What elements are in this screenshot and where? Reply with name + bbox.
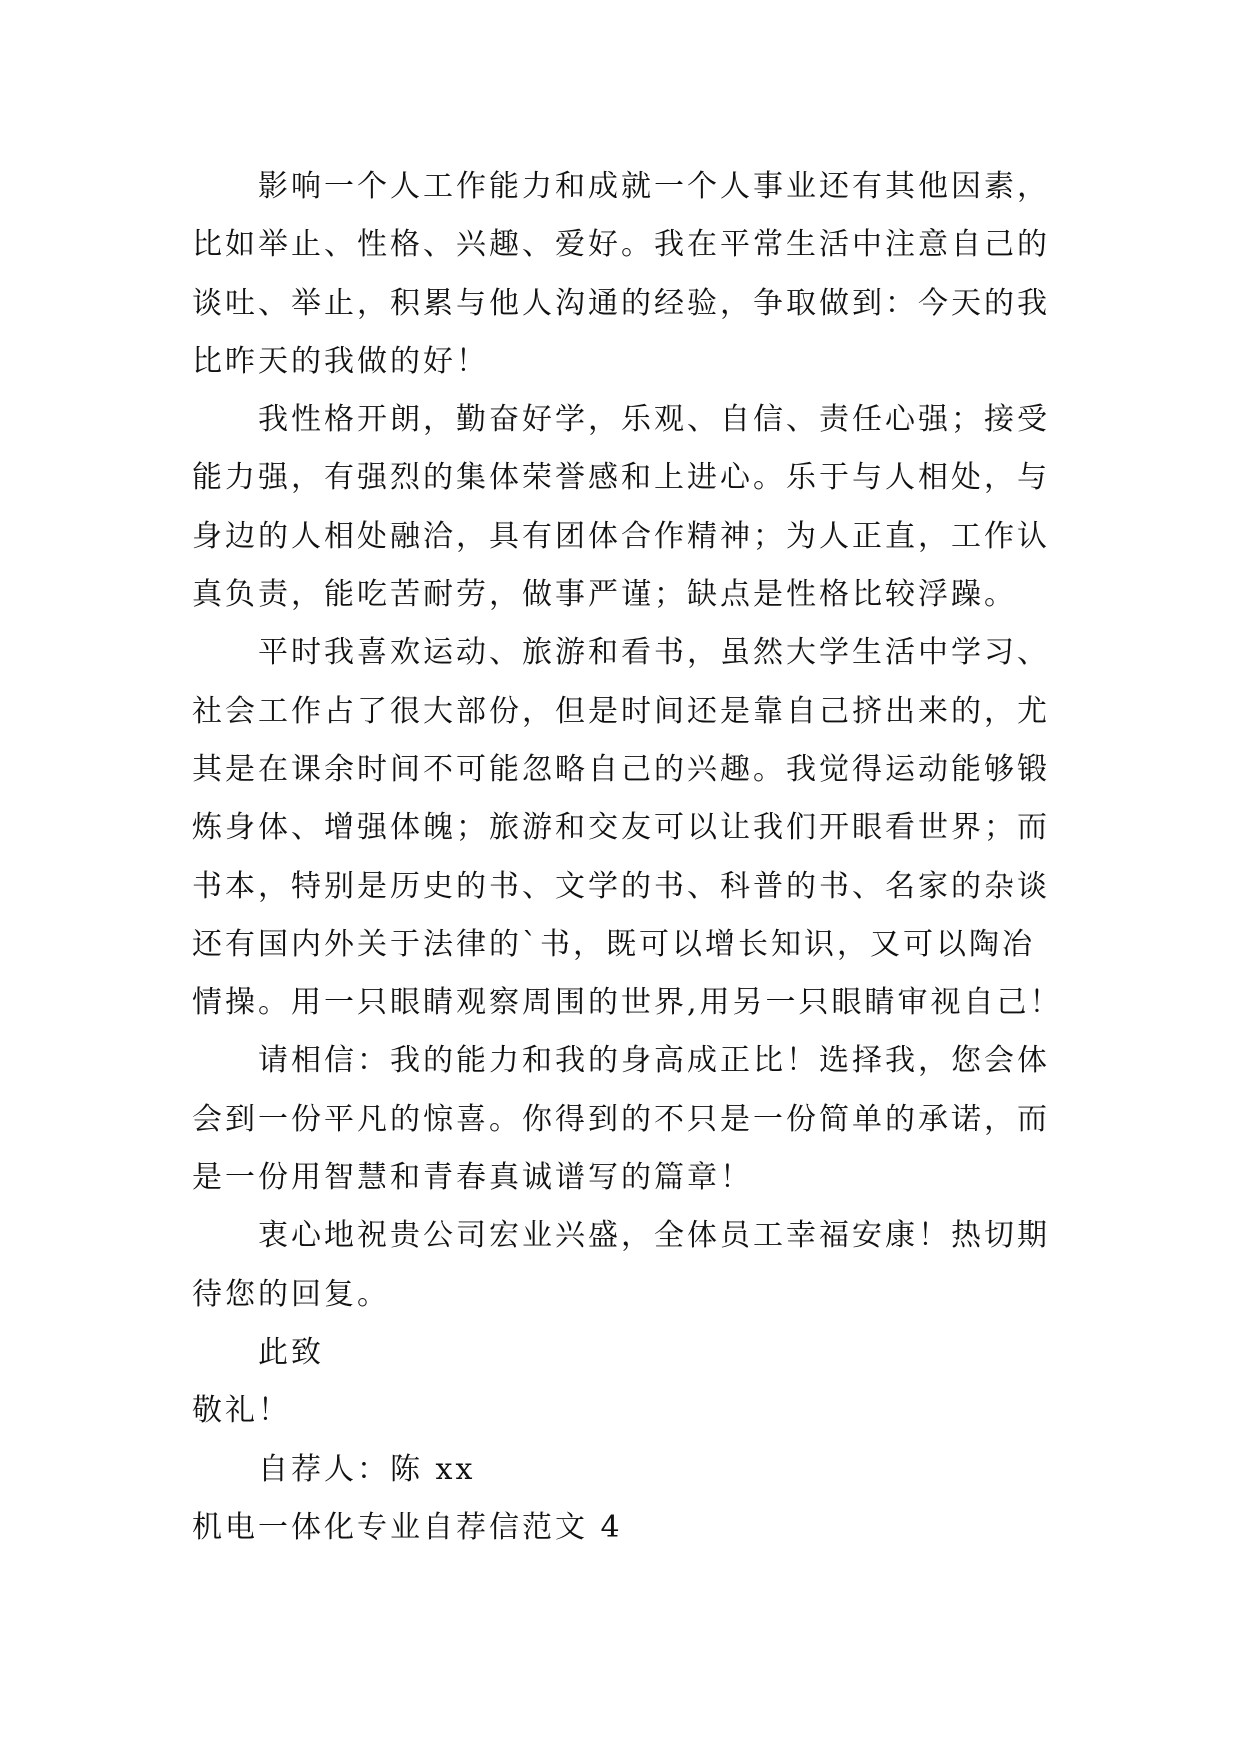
text-line: 请相信：我的能力和我的身高成正比！选择我，您会体 xyxy=(258,1043,1050,1079)
text-line: 是一份用智慧和青春真诚谱写的篇章！ xyxy=(192,1160,753,1196)
text-line: 还有国内外关于法律的`书，既可以增长知识，又可以陶冶 xyxy=(192,926,1035,962)
text-line: 谈吐、举止，积累与他人沟通的经验，争取做到：今天的我 xyxy=(192,285,1050,321)
closing-regards: 敬礼！ xyxy=(192,1393,291,1429)
text-line: 平时我喜欢运动、旅游和看书，虽然大学生活中学习、 xyxy=(258,635,1050,671)
letter-body xyxy=(192,158,1092,1557)
text-line: 衷心地祝贵公司宏业兴盛，全体员工幸福安康！热切期 xyxy=(258,1218,1050,1254)
next-section-title: 机电一体化专业自荐信范文 4 xyxy=(192,1509,623,1545)
text-line: 我性格开朗，勤奋好学，乐观、自信、责任心强；接受 xyxy=(258,402,1050,438)
text-line: 比昨天的我做的好！ xyxy=(192,343,489,379)
paragraph-believe-me xyxy=(192,1032,1092,1207)
text-line: 能力强，有强烈的集体荣誉感和上进心。乐于与人相处，与 xyxy=(192,460,1050,496)
text-line: 身边的人相处融洽，具有团体合作精神；为人正直，工作认 xyxy=(192,518,1050,554)
text-line: 影响一个人工作能力和成就一个人事业还有其他因素， xyxy=(258,169,1050,204)
paragraph-wishes xyxy=(192,1207,1092,1324)
signature: 自荐人：陈 xx xyxy=(258,1451,476,1487)
text-line: 待您的回复。 xyxy=(192,1276,390,1312)
paragraph-influence-factors xyxy=(192,158,1092,391)
text-line: 书本，特别是历史的书、文学的书、科普的书、名家的杂谈 xyxy=(192,868,1050,904)
text-line: 会到一份平凡的惊喜。你得到的不只是一份简单的承诺，而 xyxy=(192,1101,1050,1137)
paragraph-hobbies xyxy=(192,624,1092,1032)
text-line: 其是在课余时间不可能忽略自己的兴趣。我觉得运动能够锻 xyxy=(192,751,1050,787)
text-line: 情操。用一只眼睛观察周围的世界,用另一只眼睛审视自己！ xyxy=(192,985,1063,1021)
text-line: 比如举止、性格、兴趣、爱好。我在平常生活中注意自己的 xyxy=(192,227,1050,263)
closing-salutation: 此致 xyxy=(258,1334,324,1370)
text-line: 真负责，能吃苦耐劳，做事严谨；缺点是性格比较浮躁。 xyxy=(192,577,1017,613)
paragraph-personality xyxy=(192,391,1092,624)
text-line: 炼身体、增强体魄；旅游和交友可以让我们开眼看世界；而 xyxy=(192,810,1050,846)
text-line: 社会工作占了很大部份，但是时间还是靠自己挤出来的，尤 xyxy=(192,693,1050,729)
